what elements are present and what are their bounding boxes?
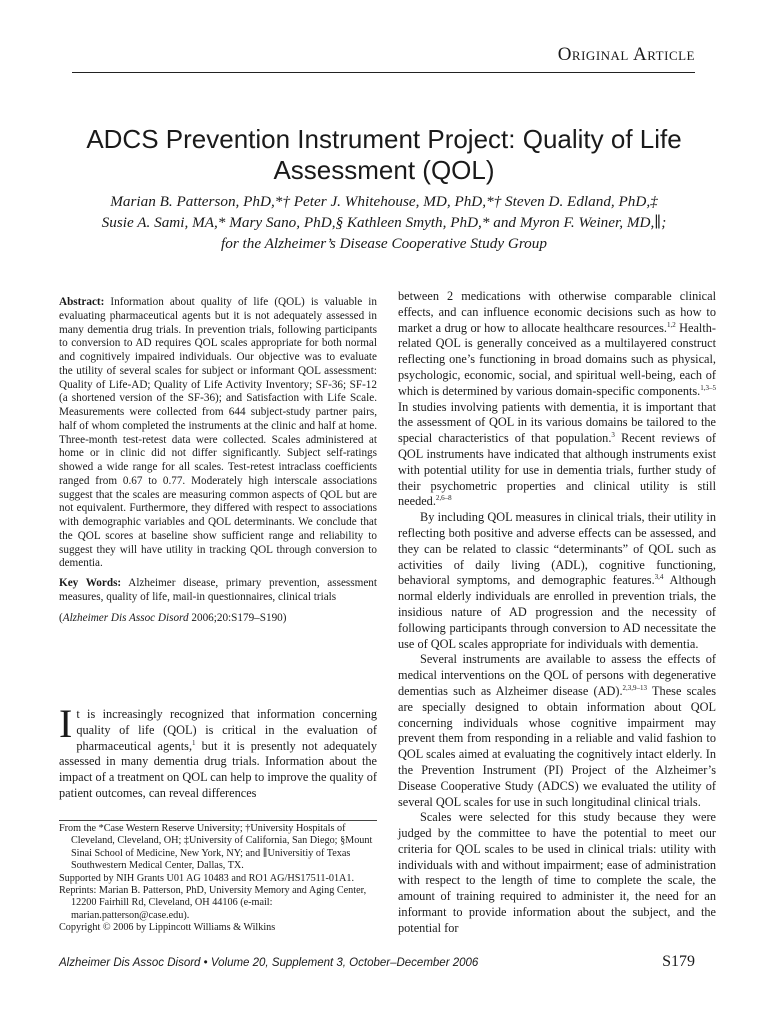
- footnotes: [59, 820, 377, 935]
- p2-text-b: Although normal elderly individuals are enrolled in prevention trials, the insidious nature of AD progression and the necessity of following participants through conversion to AD necessitate the use of QOL scales appropriate for individuals with dementia.: [398, 573, 716, 651]
- introduction: [59, 701, 377, 802]
- author-line-2: Susie A. Sami, MA,* Mary Sano, PhD,§ Kathleen Smyth, PhD,* and Myron F. Weiner, MD,∥;: [101, 214, 667, 231]
- paragraph-3: [398, 652, 716, 810]
- ref-sup: 1,3–5: [700, 383, 716, 392]
- p2-text-a: By including QOL measures in clinical trials, their utility in reflecting both positive and adverse effects can be assessed, and they can be related to classic “determinants” of QOL such as activities of daily living (ADL), cognitive functioning, behavioral symptoms, and demographic features.: [398, 510, 716, 588]
- keywords-text: Alzheimer disease, primary prevention, assessment measures, quality of life, mail-in questionnaires, clinical trials: [59, 577, 377, 603]
- keywords-label: Key Words:: [59, 577, 122, 589]
- left-column: [59, 296, 377, 625]
- intro-text-2: but it is presently not adequately assessed in many dementia drug trials. Information about the impact of a treatment on QOL can help to improve the quality of patient outcomes, can reveal differences: [59, 738, 377, 800]
- citation: (Alzheimer Dis Assoc Disord 2006;20:S179–S190): [59, 611, 287, 624]
- article-title: ADCS Prevention Instrument Project: Quality of Life Assessment (QOL): [86, 124, 682, 185]
- footnote-affiliations: From the *Case Western Reserve University; †University Hospitals of Cleveland, Cleveland, OH; ‡University of California, San Diego; §Mount Sinai School of Medicine, New York, NY; and ∥Universitiy of Texas Southwestern Medical Center, Dallas, TX.: [59, 823, 373, 872]
- ref-sup: 2,6–8: [435, 494, 452, 503]
- page-number: S179: [662, 953, 695, 970]
- paragraph-2: [398, 510, 716, 652]
- ref-sup: 2,3,9–13: [622, 683, 648, 692]
- right-column: [398, 289, 716, 937]
- p1-text-a: between 2 medications with otherwise comparable clinical effects, and can influence economic decisions such as how to market a drug or how to allocate healthcare resources.: [398, 289, 716, 335]
- author-list: [40, 191, 728, 254]
- p1-text-d: Recent reviews of QOL instruments have indicated that although instruments exist with potential utility for use in dementia trials, further study of their psychometric properties and clinical utility is still needed.: [398, 431, 716, 509]
- ref-sup: 3: [611, 431, 615, 440]
- citation-details: 2006;20:S179–S190: [191, 611, 283, 624]
- drop-cap: I: [59, 701, 73, 746]
- author-line-3: for the Alzheimer’s Disease Cooperative Study Group: [221, 235, 547, 252]
- p3-text-b: These scales are specially designed to obtain information about QOL concerning individuals whose cognitive impairment may prevent them from responding in a reliable and valid fashion to QOL scales aimed at evaluating the cognitively intact elderly. In the Prevention Instrument (PI) Project of the Alzheimer’s Disease Cooperative Study (ADCS) we evaluated the utility of several QOL scales for use in such longitudinal clinical trials.: [398, 683, 716, 809]
- ref-sup: 1,2: [666, 320, 676, 329]
- intro-text-1: t is increasingly recognized that information concerning quality of life (QOL) is critical in the evaluation of pharmaceutical agents,: [76, 707, 377, 753]
- abstract-text: Information about quality of life (QOL) is valuable in evaluating pharmaceutical agents but it is not adequately assessed in many dementia drug trials. In prevention trials, following participants to conversion to AD requires QOL scales appropriate for both normal and cognitively impaired individuals. Our objective was to evaluate the utility of several scales for subject or informant QOL assessment: Quality of Life-AD; Quality of Life Activity Inventory; SF-36; SF-12 (a shortened version of the SF-36); and Satisfaction with Life Scale. Measurements were collected from 644 subject-study partner pairs, half of whom completed the instruments at the clinic and half at home. Three-month test-retest data were collected. Scales administered at home or in clinic did not differ significantly. Subject self-ratings showed a wide range for all scales. Test-retest intraclass coefficients ranged from 0.67 to 0.77. Moderately high interscale associations suggest that the scales are measuring common aspects of QOL but are not equivalent. Furthermore, they differed with respect to associations with demographic variables and QOL determinants. We conclude that the QOL scores at baseline show sufficient range and reliability to suggest they will have utility in tracking QOL through conversion to dementia.: [59, 296, 377, 570]
- p3-text-a: Several instruments are available to assess the effects of medical interventions on the QOL of persons with degenerative dementias such as Alzheimer disease (AD).: [398, 652, 716, 698]
- ref-sup: 3,4: [654, 573, 664, 582]
- citation-journal: Alzheimer Dis Assoc Disord: [62, 611, 189, 624]
- paragraph-4: Scales were selected for this study because they were judged by the committee to have the potential to meet our criteria for QOL scales to be used in clinical trials: utility with individuals with and without impairment; ease of administration with respect to the length of time to complete the scale, the amount of training required to administer it, the need for an informant to provide information about the subject, and the potential for: [398, 810, 716, 935]
- keywords: [59, 577, 377, 605]
- header-rule: [72, 72, 695, 73]
- footnote-reprints: Reprints: Marian B. Patterson, PhD, University Memory and Aging Center, 12200 Fairhill Rd, Cleveland, OH 44106 (e-mail: marian.patterson@case.edu).: [59, 885, 367, 921]
- section-label: Original Article: [557, 44, 695, 65]
- ref-sup: 1: [192, 738, 196, 747]
- footer-journal: Alzheimer Dis Assoc Disord: [59, 957, 201, 969]
- paragraph-1: [398, 289, 716, 510]
- p1-text-b: Health-related QOL is generally conceived as a multilayered construct reflecting one’s functioning in broad domains such as physical, psychologic, economic, social, and spiritual well-being, each of which is determined by various domain-specific components.: [398, 320, 717, 398]
- abstract: [59, 296, 377, 571]
- abstract-label: Abstract:: [59, 296, 105, 308]
- footer-separator: •: [200, 957, 211, 969]
- footnote-copyright: Copyright © 2006 by Lippincott Williams & Wilkins: [59, 922, 276, 934]
- footnote-support: Supported by NIH Grants U01 AG 10483 and RO1 AG/HS17511-01A1.: [59, 872, 355, 884]
- intro-paragraph: [59, 701, 377, 802]
- footer-journal-line: [59, 957, 478, 969]
- footer-issue: Volume 20, Supplement 3, October–December 2006: [210, 957, 479, 969]
- author-line-1: Marian B. Patterson, PhD,*† Peter J. Whitehouse, MD, PhD,*† Steven D. Edland, PhD,‡: [110, 193, 658, 210]
- p1-text-c: In studies involving patients with dementia, it is important that the assessment of QOL in its various domains be tailored to the special characteristics of that population.: [398, 399, 716, 446]
